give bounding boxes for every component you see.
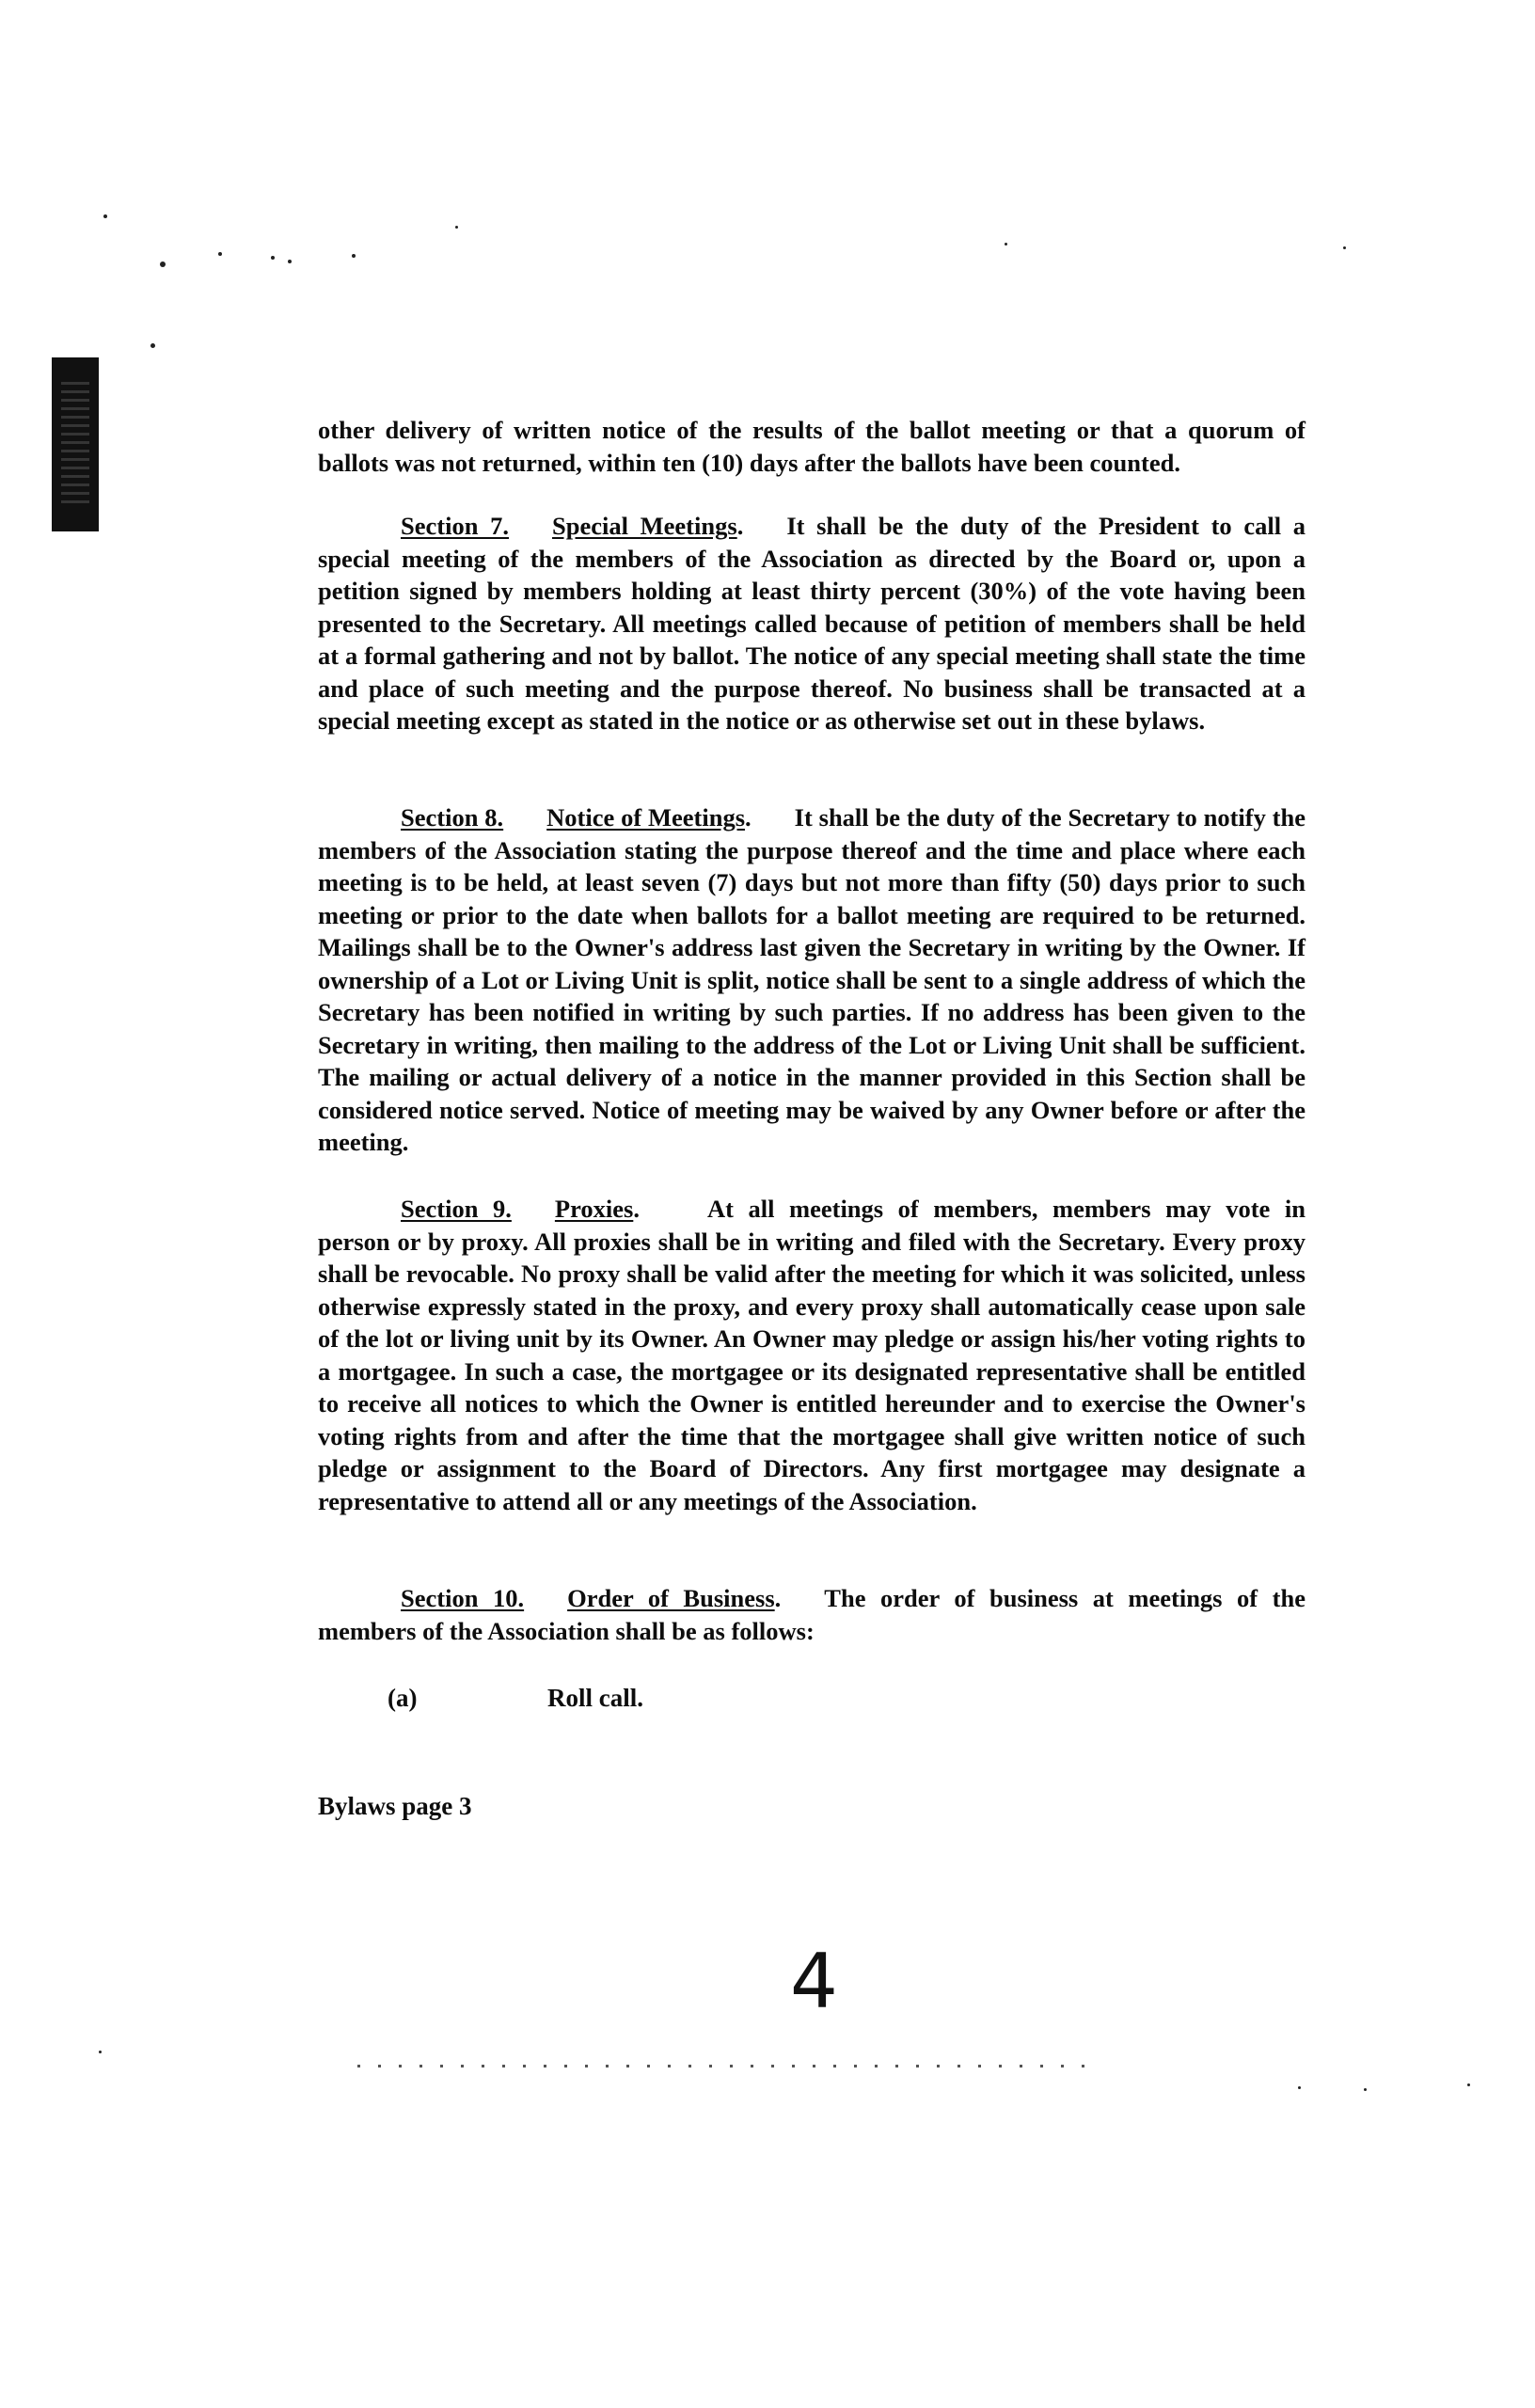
section-10-text: The order of business at meetings of the members of the Association shall be as follows: [318,1584,1306,1645]
section-9-text: At all meetings of members, members may vote in person or by proxy. All proxies shall be in writing and filed with the Secretary. Every proxy shall be revocable. No proxy shall be valid after the meeting for which it was solicited, unless otherwise expressly stated in the proxy, and every proxy shall automatically cease upon sale of the lot or living unit by its Owner. An Owner may pledge or assign his/her voting rights to a mortgagee. In such a case, the mortgagee or its designated representative shall be entitled to receive all notices to which the Owner is entitled hereunder and to exercise the Owner's voting rights from and after the time that the mortgagee shall give written notice of such pledge or assignment to the Board of Directors. Any first mortgagee may designate a representative to attend all or any meetings of the Association. [318,1195,1306,1515]
section-7-text: It shall be the duty of the President to call a special meeting of the members of the Association as directed by the Board or, upon a petition signed by members holding at least thirty percent (30%) of the vote having been presented to the Secretary. All meetings called because of petition of members shall be held at a formal gathering and not by ballot. The notice of any special meeting shall state the time and place of such meeting and the purpose thereof. No business shall be transacted at a special meeting except as stated in the notice or as otherwise set out in these bylaws. [318,512,1306,735]
scan-speck [1298,2086,1301,2089]
section-7-paragraph: Section 7. Special Meetings. It shall be the duty of the President to call a special meeting of the members of the Association as directed by the Board or, upon a petition signed by members holding at least thirty percent (30%) of the vote having been presented to the Secretary. All meetings called because of petition of members shall be held at a formal gathering and not by ballot. The notice of any special meeting shall state the time and place of such meeting and the purpose thereof. No business shall be transacted at a special meeting except as stated in the notice or as otherwise set out in these bylaws. [318,512,1306,735]
scan-noise-line [357,2065,1091,2067]
section-10-paragraph: Section 10. Order of Business. The order of business at meetings of the members of the Association shall be as follows: [318,1584,1306,1645]
section-7-number: Section 7. [401,512,509,540]
section-8-paragraph: Section 8. Notice of Meetings. It shall be the duty of the Secretary to notify the members of the Association stating the purpose thereof and the time and place where each meeting is to be held, at least seven (7) days but not more than fifty (50) days prior to such meeting or prior to the date when ballots for a ballot meeting are required to be returned. Mailings shall be to the Owner's address last given the Secretary in writing by the Owner. If ownership of a Lot or Living Unit is split, notice shall be sent to a single address of which the Secretary has been notified in writing by such parties. If no address has been given to the Secretary in writing, then mailing to the address of the Lot or Living Unit shall be sufficient. The mailing or actual delivery of a notice in the manner provided in this Section shall be considered notice served. Notice of meeting may be waived by any Owner before or after the meeting. [318,803,1306,1156]
list-item-text: Roll call. [547,1684,643,1712]
section-8-title: Notice of Meetings [546,803,746,832]
scan-speck [288,260,292,263]
section-10-title: Order of Business [567,1584,775,1612]
section-8-text: It shall be the duty of the Secretary to notify the members of the Association stating the purpose thereof and the time and place where each meeting is to be held, at least seven (7) days but not more than fifty (50) days prior to such meeting or prior to the date when ballots for a ballot meeting are required to be returned. Mailings shall be to the Owner's address last given the Secretary in writing by the Owner. If ownership of a Lot or Living Unit is split, notice shall be sent to a single address of which the Secretary has been notified in writing by such parties. If no address has been given to the Secretary in writing, then mailing to the address of the Lot or Living Unit shall be sufficient. The mailing or actual delivery of a notice in the manner provided in this Section shall be considered notice served. Notice of meeting may be waived by any Owner before or after the meeting. [318,803,1306,1156]
scan-speck [103,214,107,218]
scan-edge-mark [52,357,99,531]
handwritten-page-number: 4 [790,1938,838,2025]
section-8-number: Section 8. [401,803,504,832]
scan-speck [1467,2083,1470,2086]
scan-speck [1364,2088,1367,2091]
scan-speck [218,252,222,256]
scan-speck [160,261,166,267]
scan-speck [99,2051,102,2053]
scan-speck [1343,246,1346,249]
list-item-label: (a) [388,1684,418,1712]
scan-speck [455,226,458,229]
scan-speck [150,343,155,348]
scan-speck [352,254,356,258]
section-10-number: Section 10. [401,1584,525,1612]
section-7-title: Special Meetings [552,512,737,540]
section-9-paragraph: Section 9. Proxies. At all meetings of members, members may vote in person or by proxy. All proxies shall be in writing and filed with the Secretary. Every proxy shall be revocable. No proxy shall be valid after the meeting for which it was solicited, unless otherwise expressly stated in the proxy, and every proxy shall automatically cease upon sale of the lot or living unit by its Owner. An Owner may pledge or assign his/her voting rights to a mortgagee. In such a case, the mortgagee or its designated representative shall be entitled to receive all notices to which the Owner is entitled hereunder and to exercise the Owner's voting rights from and after the time that the mortgagee shall give written notice of such pledge or assignment to the Board of Directors. Any first mortgagee may designate a representative to attend all or any meetings of the Association. [318,1195,1306,1515]
section-9-title: Proxies [554,1195,634,1223]
section-9-number: Section 9. [401,1195,512,1223]
page-footer: Bylaws page 3 [318,1792,472,1820]
scan-speck [1005,243,1007,246]
intro-paragraph: other delivery of written notice of the results of the ballot meeting or that a quorum of ballots was not returned, within ten (10) days after the ballots have been counted. [318,416,1306,477]
scan-speck [271,256,275,260]
